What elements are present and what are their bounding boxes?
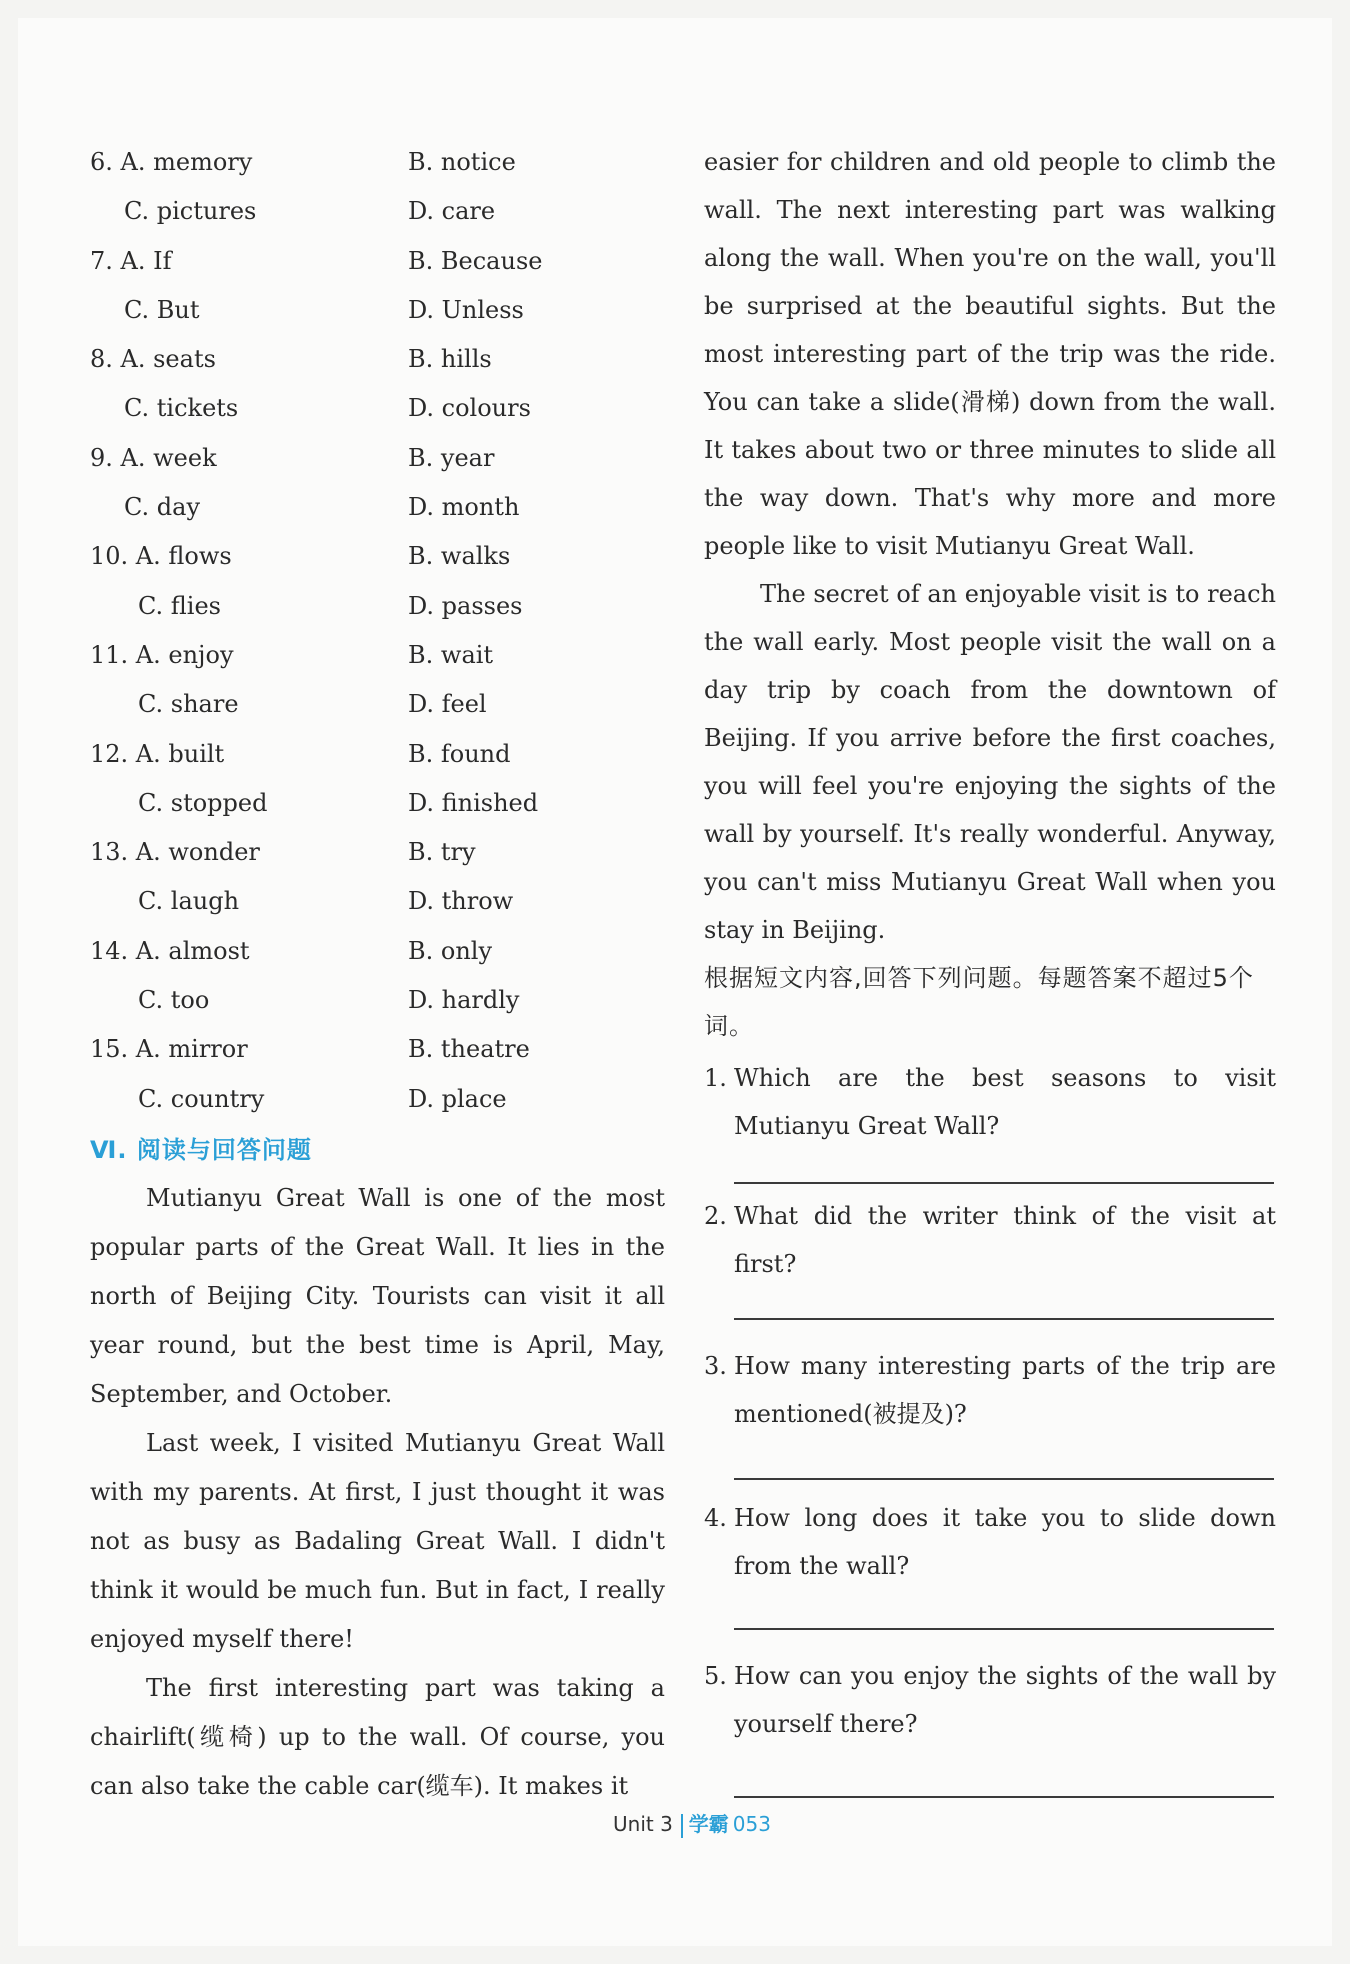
option-b: B. only: [408, 936, 493, 965]
answer-line-1[interactable]: [734, 1182, 1274, 1184]
option-a: 9. A. week: [90, 443, 217, 472]
option-d: D. throw: [408, 887, 514, 916]
option-a: 6. A. memory: [90, 148, 253, 176]
option-c: C. stopped: [138, 788, 268, 817]
option-b: B. walks: [408, 542, 511, 571]
option-row: [90, 483, 665, 532]
option-row: [90, 976, 665, 1025]
question-text: How long does it take you to slide down from the wall?: [734, 1504, 1276, 1580]
option-c: C. pictures: [124, 197, 257, 226]
question-text: What did the writer think of the visit at first?: [734, 1202, 1276, 1278]
option-row: [90, 384, 665, 433]
option-row: [90, 779, 665, 828]
passage-paragraph-4: The secret of an enjoyable visit is to reach the wall early. Most people visit the wall on a day trip by coach from the downtown of Beijing. If you arrive before the first coaches, you will feel you're enjoying the sights of the wall by yourself. It's really wonderful. Anyway, you can't miss Mutianyu Great Wall when you stay in Beijing.: [704, 580, 1276, 944]
left-column: [90, 138, 665, 1811]
option-d: D. passes: [408, 591, 523, 620]
option-b: B. theatre: [408, 1035, 530, 1064]
option-row: [90, 828, 665, 877]
question-4: [704, 1494, 1276, 1590]
page-number: 053: [732, 1812, 771, 1836]
option-a: 8. A. seats: [90, 345, 216, 374]
question-instructions: 根据短文内容,回答下列问题。每题答案不超过5个词。: [704, 964, 1254, 1040]
option-row: [90, 187, 665, 236]
option-a: 10. A. flows: [90, 542, 232, 571]
option-c: C. too: [138, 986, 210, 1015]
passage-paragraph-2: Last week, I visited Mutianyu Great Wall with my parents. At first, I just thought it was not as busy as Badaling Great Wall. I didn't think it would be much fun. But in fact, I really enjoyed myself there!: [90, 1428, 665, 1653]
passage-paragraph-1: Mutianyu Great Wall is one of the most popular parts of the Great Wall. It lies in the north of Beijing City. Tourists can visit it all year round, but the best time is April, May, September, and October.: [90, 1183, 665, 1408]
brand-logo: 学霸: [688, 1812, 729, 1836]
option-b: B. found: [408, 739, 511, 768]
option-row: [90, 1025, 665, 1074]
option-row: [90, 237, 665, 286]
question-1: [704, 1054, 1276, 1150]
answer-line-4[interactable]: [734, 1628, 1274, 1630]
option-c: C. share: [138, 690, 239, 719]
option-row: [90, 286, 665, 335]
question-number: 3.: [704, 1352, 727, 1380]
option-c: C. flies: [138, 591, 221, 620]
question-3: [704, 1342, 1276, 1438]
question-number: 4.: [704, 1504, 727, 1532]
option-d: D. month: [408, 493, 520, 522]
option-c: C. country: [138, 1084, 265, 1113]
option-row: [90, 730, 665, 779]
option-row: [90, 335, 665, 384]
right-column: [704, 138, 1276, 1798]
option-d: D. place: [408, 1084, 507, 1113]
option-row: [90, 532, 665, 581]
question-text: Which are the best seasons to visit Mutianyu Great Wall?: [734, 1064, 1276, 1140]
option-c: C. day: [124, 493, 200, 522]
option-a: 15. A. mirror: [90, 1035, 248, 1064]
footer-divider: [681, 1814, 683, 1838]
options-list: [90, 138, 665, 1124]
option-a: 11. A. enjoy: [90, 640, 234, 669]
option-row: [90, 631, 665, 680]
option-row: [90, 1075, 665, 1124]
option-b: B. wait: [408, 640, 494, 669]
option-b: B. try: [408, 838, 476, 867]
question-2: [704, 1192, 1276, 1288]
option-b: B. year: [408, 443, 495, 472]
option-a: 13. A. wonder: [90, 838, 260, 867]
page: [18, 18, 1332, 1946]
answer-line-2[interactable]: [734, 1318, 1274, 1320]
option-d: D. hardly: [408, 986, 520, 1015]
passage-paragraph-3: The first interesting part was taking a chairlift(缆椅) up to the wall. Of course, you can also take the cable car(缆车). It makes it: [90, 1673, 665, 1800]
option-row: [90, 680, 665, 729]
option-row: [90, 927, 665, 976]
question-list: [704, 1054, 1276, 1798]
option-c: C. But: [124, 295, 200, 324]
option-b: B. Because: [408, 246, 543, 275]
option-row: [90, 434, 665, 483]
question-5: [704, 1652, 1276, 1748]
option-d: D. care: [408, 197, 496, 226]
answer-line-5[interactable]: [734, 1796, 1274, 1798]
question-number: 2.: [704, 1202, 727, 1230]
option-a: 12. A. built: [90, 739, 225, 768]
question-number: 5.: [704, 1662, 727, 1690]
passage-paragraph-3-continued: easier for children and old people to climb the wall. The next interesting part was walking along the wall. When you're on the wall, you'll be surprised at the beautiful sights. But the most interesting part of the trip was the ride. You can take a slide(滑梯) down from the wall. It takes about two or three minutes to slide all the way down. That's why more and more people like to visit Mutianyu Great Wall.: [704, 148, 1276, 560]
section-heading: Ⅵ. 阅读与回答问题: [90, 1135, 312, 1164]
option-row: [90, 877, 665, 926]
option-row: [90, 582, 665, 631]
option-b: B. notice: [408, 148, 516, 176]
option-row: [90, 138, 665, 187]
page-footer: [613, 1808, 771, 1838]
question-text: How can you enjoy the sights of the wall by yourself there?: [734, 1662, 1276, 1738]
option-d: D. finished: [408, 788, 539, 817]
option-a: 14. A. almost: [90, 936, 250, 965]
option-b: B. hills: [408, 345, 492, 374]
option-d: D. colours: [408, 394, 531, 423]
option-c: C. laugh: [138, 887, 240, 916]
answer-line-3[interactable]: [734, 1478, 1274, 1480]
option-d: D. Unless: [408, 295, 524, 324]
option-c: C. tickets: [124, 394, 239, 423]
question-number: 1.: [704, 1064, 727, 1092]
question-text: How many interesting parts of the trip are mentioned(被提及)?: [734, 1352, 1276, 1428]
unit-label: Unit 3: [613, 1812, 673, 1836]
option-d: D. feel: [408, 690, 487, 719]
option-a: 7. A. If: [90, 246, 172, 275]
